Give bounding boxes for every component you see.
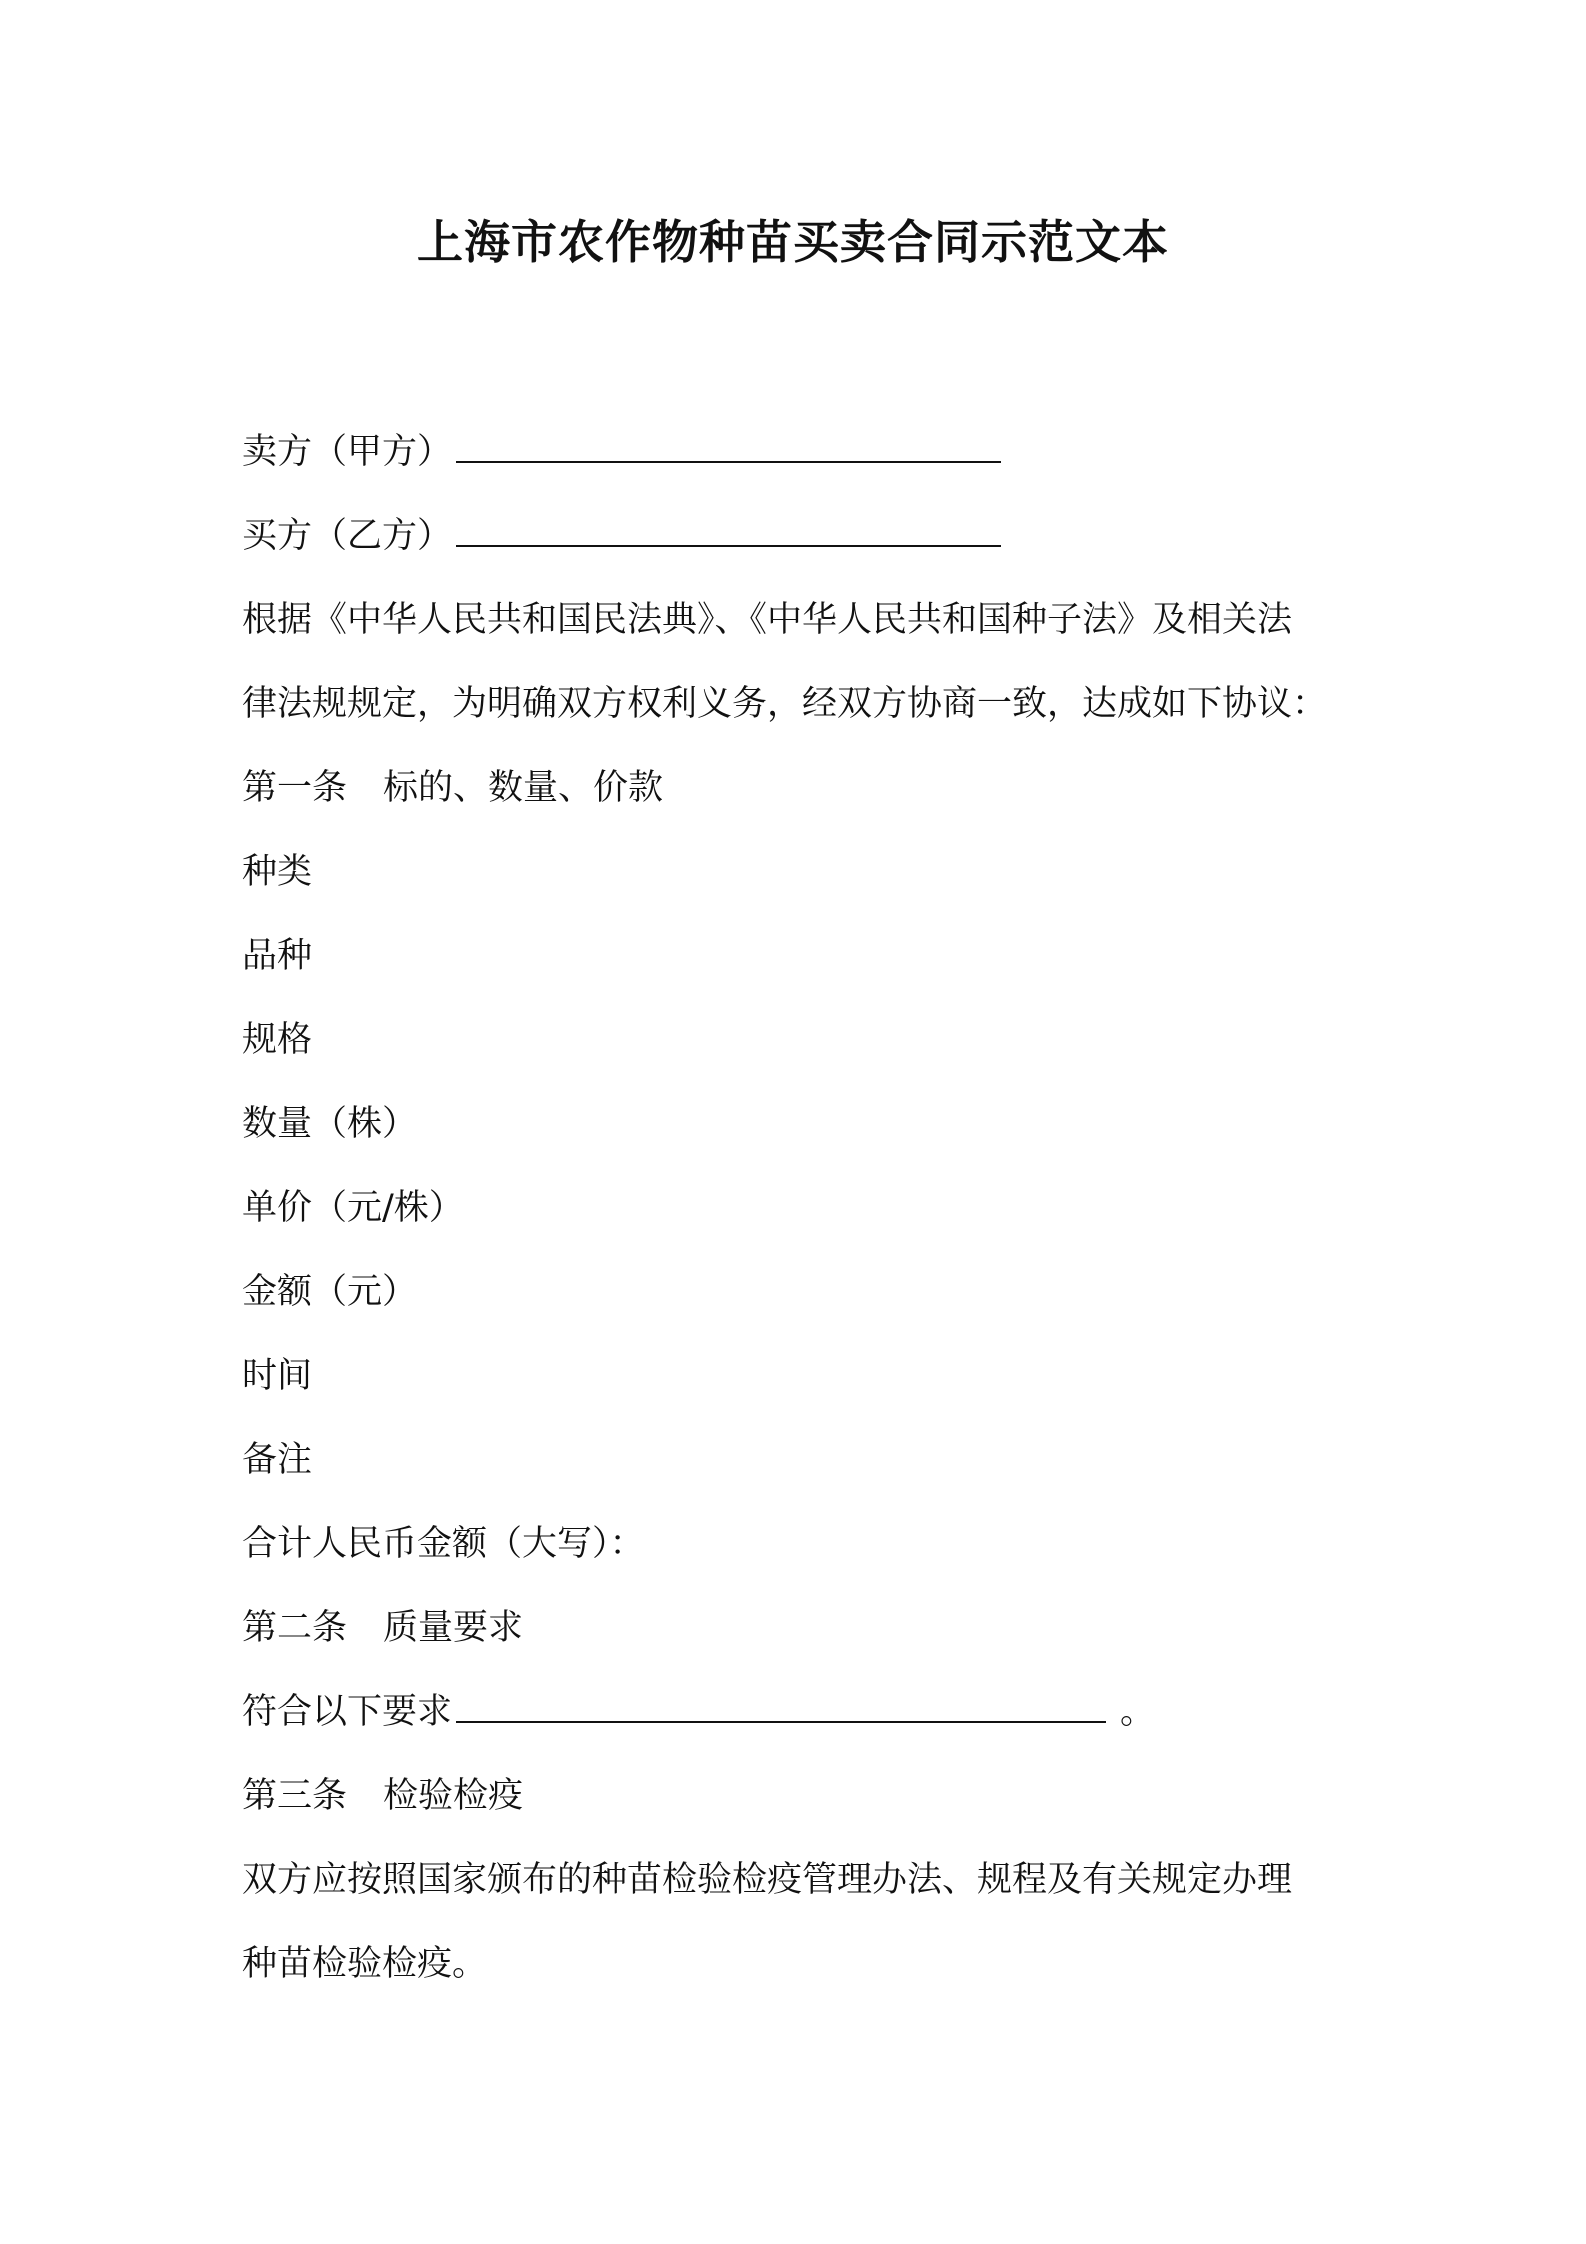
article3-text-line-1: 双方应按照国家颁布的种苗检验检疫管理办法、规程及有关规定办理 — [242, 1860, 1293, 1900]
field-unit-price: 单价（元/株） — [242, 1188, 464, 1228]
article3-heading: 第三条 — [242, 1776, 348, 1816]
field-amount: 金额（元） — [242, 1272, 418, 1312]
seller-line — [242, 410, 1362, 494]
article2-heading: 第二条 — [242, 1608, 348, 1648]
buyer-line — [242, 494, 1362, 578]
field-specification: 规格 — [242, 1020, 313, 1060]
article1-heading-line — [242, 746, 1362, 830]
field-variety: 品种 — [242, 936, 313, 976]
field-time: 时间 — [242, 1356, 313, 1396]
buyer-label: 买方（乙方） — [242, 516, 453, 556]
article3-heading-line — [242, 1754, 1362, 1838]
document-body — [242, 410, 1362, 2006]
article3-text-line-2: 种苗检验检疫。 — [242, 1944, 488, 1984]
seller-label: 卖方（甲方） — [242, 432, 453, 472]
seller-blank — [456, 417, 1001, 463]
preamble-line-1: 根据《中华人民共和国民法典》、《中华人民共和国种子法》及相关法 — [242, 600, 1293, 640]
field-remarks: 备注 — [242, 1440, 313, 1480]
article2-heading-line — [242, 1586, 1362, 1670]
document-title: 上海市农作物种苗买卖合同示范文本 — [417, 215, 1169, 269]
preamble-line-2: 律法规规定，为明确双方权利义务，经双方协商一致，达成如下协议： — [242, 684, 1328, 724]
quality-requirement-text: 符合以下要求 — [242, 1692, 453, 1732]
article2-title: 质量要求 — [383, 1608, 524, 1648]
article1-heading: 第一条 — [242, 768, 348, 808]
quality-requirement-period: 。 — [1120, 1692, 1156, 1732]
quality-requirement-line — [242, 1670, 1362, 1754]
total-amount-label: 合计人民币金额（大写）： — [242, 1524, 645, 1564]
field-category: 种类 — [242, 852, 313, 892]
buyer-blank — [456, 501, 1001, 547]
article1-title: 标的、数量、价款 — [383, 768, 664, 808]
quality-requirement-blank — [456, 1677, 1106, 1723]
article3-title: 检验检疫 — [383, 1776, 524, 1816]
field-quantity: 数量（株） — [242, 1104, 418, 1144]
